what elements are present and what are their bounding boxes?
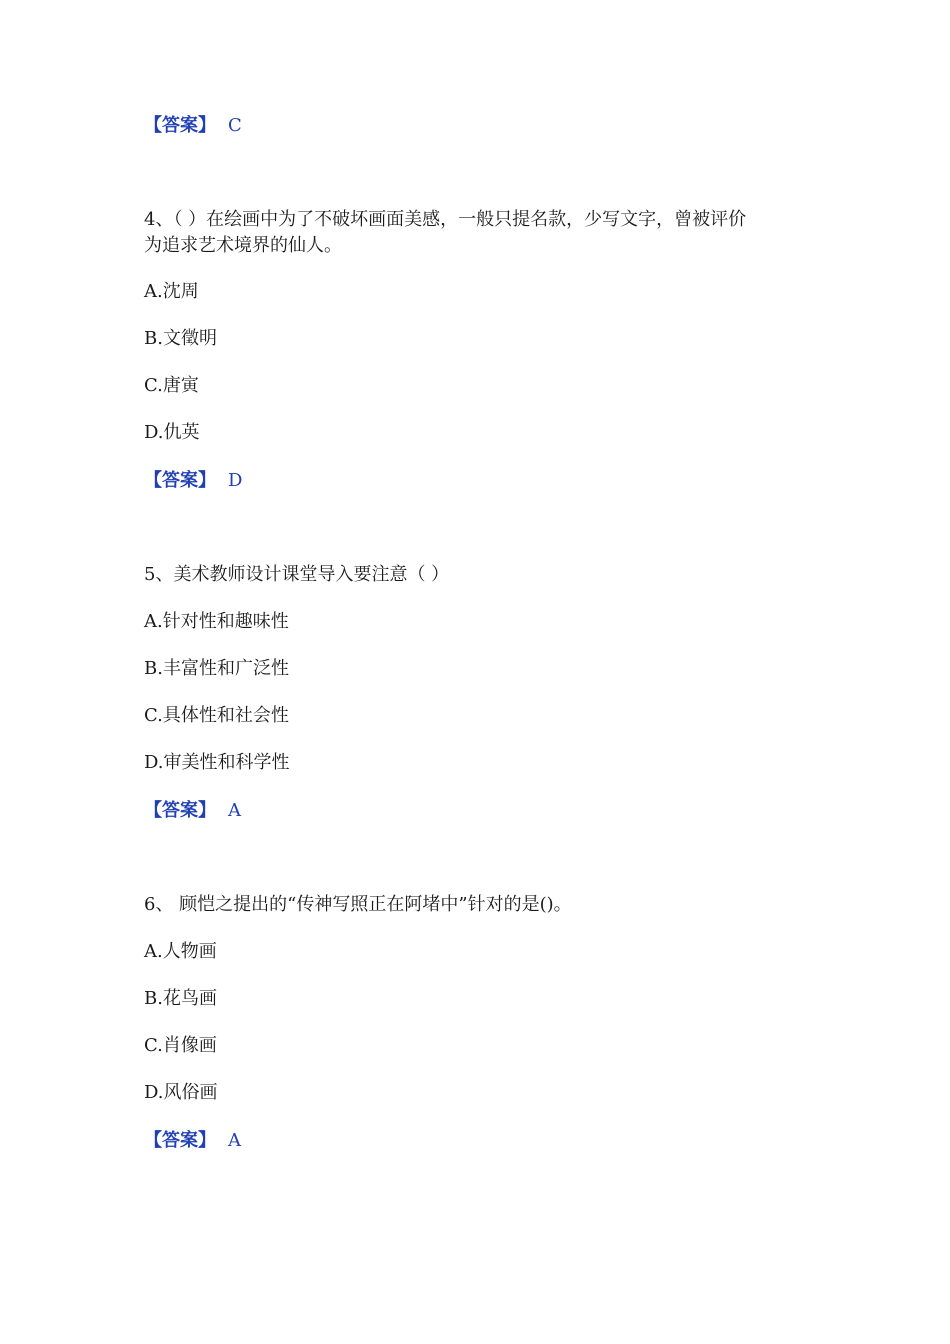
q6-option-b: B.花鸟画 [144,988,217,1009]
q4-option-c: C.唐寅 [144,375,199,396]
q4-option-d: D.仇英 [144,422,200,443]
answer-value: C [228,115,242,136]
q4-option-a: A.沈周 [144,281,199,302]
q4-stem-line1: 4、（ ）在绘画中为了不破坏画面美感，一般只提名款，少写文字，曾被评价 [144,209,747,230]
q4-option-b: B.文徵明 [144,328,217,349]
q6-option-c: C.肖像画 [144,1035,217,1056]
q6-stem-line1: 6、 顾恺之提出的“传神写照正在阿堵中”针对的是()。 [144,894,572,915]
q6-option-d: D.风俗画 [144,1082,218,1103]
answer-line-q3 [144,113,242,139]
answer-value: A [228,800,241,821]
answer-line-q4 [144,468,242,494]
q5-stem-line1: 5、美术教师设计课堂导入要注意（ ） [144,564,450,585]
answer-label: 【答案】 [144,800,216,821]
q5-option-b: B.丰富性和广泛性 [144,658,289,679]
answer-line-q6 [144,1128,241,1154]
answer-label: 【答案】 [144,115,216,136]
q4-stem-line2: 为追求艺术境界的仙人。 [144,235,342,256]
q5-option-a: A.针对性和趣味性 [144,611,289,632]
q5-option-c: C.具体性和社会性 [144,705,289,726]
answer-value: A [228,1130,241,1151]
answer-value: D [228,470,243,491]
answer-label: 【答案】 [144,1130,216,1151]
answer-line-q5 [144,798,241,824]
answer-label: 【答案】 [144,470,216,491]
q6-option-a: A.人物画 [144,941,217,962]
q5-option-d: D.审美性和科学性 [144,752,290,773]
